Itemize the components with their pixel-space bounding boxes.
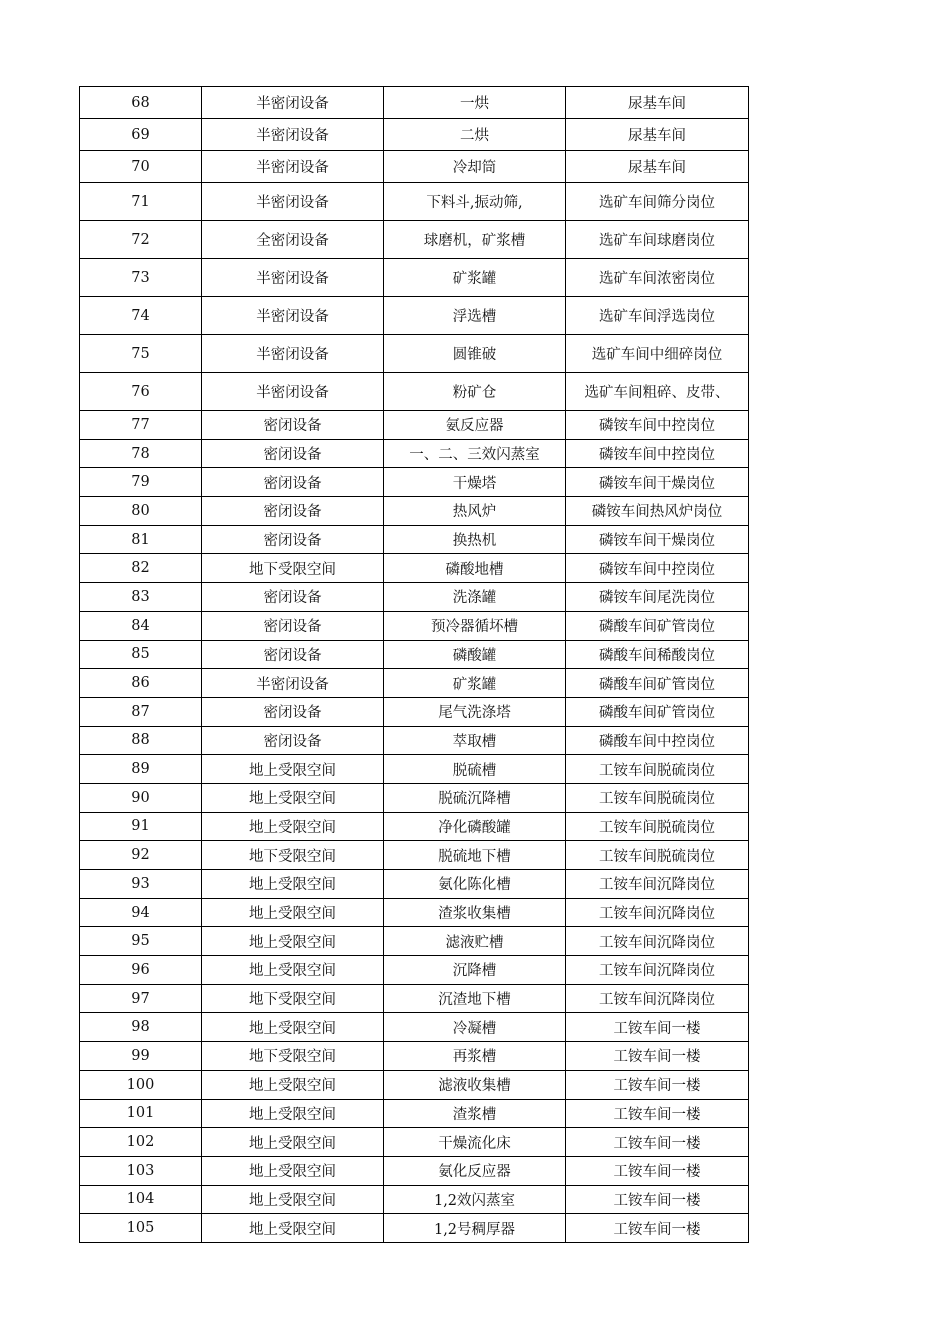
table-row xyxy=(80,927,749,956)
location-cell: 选矿车间中细碎岗位 xyxy=(566,335,749,373)
row-number-cell: 102 xyxy=(80,1128,202,1157)
location-cell: 磷铵车间热风炉岗位 xyxy=(566,497,749,526)
table-row xyxy=(80,898,749,927)
row-number-cell: 77 xyxy=(80,411,202,440)
row-number-cell: 69 xyxy=(80,119,202,151)
table-row xyxy=(80,1013,749,1042)
row-number-cell: 87 xyxy=(80,697,202,726)
space-type-cell: 地上受限空间 xyxy=(202,1185,384,1214)
space-type-cell: 地上受限空间 xyxy=(202,1099,384,1128)
equipment-name-cell: 氨化陈化槽 xyxy=(384,870,566,899)
location-cell: 选矿车间球磨岗位 xyxy=(566,221,749,259)
row-number-cell: 89 xyxy=(80,755,202,784)
equipment-name-cell: 一、二、三效闪蒸室 xyxy=(384,439,566,468)
space-type-cell: 密闭设备 xyxy=(202,468,384,497)
equipment-table xyxy=(79,86,749,1243)
table-row xyxy=(80,1185,749,1214)
row-number-cell: 71 xyxy=(80,183,202,221)
space-type-cell: 密闭设备 xyxy=(202,697,384,726)
location-cell: 工铵车间一楼 xyxy=(566,1070,749,1099)
row-number-cell: 88 xyxy=(80,726,202,755)
table-row xyxy=(80,221,749,259)
location-cell: 工铵车间脱硫岗位 xyxy=(566,812,749,841)
table-row xyxy=(80,183,749,221)
location-cell: 工铵车间脱硫岗位 xyxy=(566,755,749,784)
table-row xyxy=(80,151,749,183)
location-cell: 磷酸车间矿管岗位 xyxy=(566,669,749,698)
location-cell: 工铵车间一楼 xyxy=(566,1099,749,1128)
space-type-cell: 地上受限空间 xyxy=(202,1214,384,1243)
location-cell: 工铵车间一楼 xyxy=(566,1214,749,1243)
row-number-cell: 103 xyxy=(80,1156,202,1185)
location-cell: 工铵车间沉降岗位 xyxy=(566,956,749,985)
space-type-cell: 地上受限空间 xyxy=(202,956,384,985)
row-number-cell: 74 xyxy=(80,297,202,335)
space-type-cell: 地下受限空间 xyxy=(202,554,384,583)
location-cell: 工铵车间一楼 xyxy=(566,1042,749,1071)
table-row xyxy=(80,259,749,297)
space-type-cell: 地上受限空间 xyxy=(202,755,384,784)
equipment-name-cell: 热风炉 xyxy=(384,497,566,526)
table-row xyxy=(80,984,749,1013)
row-number-cell: 86 xyxy=(80,669,202,698)
location-cell: 磷铵车间干燥岗位 xyxy=(566,525,749,554)
space-type-cell: 密闭设备 xyxy=(202,439,384,468)
location-cell: 工铵车间沉降岗位 xyxy=(566,870,749,899)
row-number-cell: 95 xyxy=(80,927,202,956)
space-type-cell: 地下受限空间 xyxy=(202,841,384,870)
location-cell: 磷铵车间尾洗岗位 xyxy=(566,583,749,612)
space-type-cell: 地上受限空间 xyxy=(202,870,384,899)
space-type-cell: 地上受限空间 xyxy=(202,1070,384,1099)
equipment-name-cell: 一烘 xyxy=(384,87,566,119)
table-row xyxy=(80,525,749,554)
table-row xyxy=(80,669,749,698)
equipment-name-cell: 换热机 xyxy=(384,525,566,554)
equipment-name-cell: 再浆槽 xyxy=(384,1042,566,1071)
table-row xyxy=(80,812,749,841)
equipment-name-cell: 脱硫沉降槽 xyxy=(384,783,566,812)
equipment-name-cell: 矿浆罐 xyxy=(384,669,566,698)
location-cell: 磷铵车间干燥岗位 xyxy=(566,468,749,497)
location-cell: 工铵车间脱硫岗位 xyxy=(566,841,749,870)
equipment-name-cell: 渣浆收集槽 xyxy=(384,898,566,927)
space-type-cell: 半密闭设备 xyxy=(202,669,384,698)
location-cell: 磷酸车间矿管岗位 xyxy=(566,611,749,640)
row-number-cell: 93 xyxy=(80,870,202,899)
equipment-name-cell: 渣浆槽 xyxy=(384,1099,566,1128)
row-number-cell: 78 xyxy=(80,439,202,468)
equipment-name-cell: 球磨机，矿浆槽 xyxy=(384,221,566,259)
row-number-cell: 82 xyxy=(80,554,202,583)
row-number-cell: 97 xyxy=(80,984,202,1013)
row-number-cell: 80 xyxy=(80,497,202,526)
location-cell: 磷酸车间矿管岗位 xyxy=(566,697,749,726)
table-row xyxy=(80,583,749,612)
location-cell: 尿基车间 xyxy=(566,151,749,183)
row-number-cell: 92 xyxy=(80,841,202,870)
table-row xyxy=(80,554,749,583)
location-cell: 选矿车间浮选岗位 xyxy=(566,297,749,335)
table-row xyxy=(80,1156,749,1185)
space-type-cell: 半密闭设备 xyxy=(202,87,384,119)
equipment-name-cell: 浮选槽 xyxy=(384,297,566,335)
space-type-cell: 全密闭设备 xyxy=(202,221,384,259)
space-type-cell: 地上受限空间 xyxy=(202,1156,384,1185)
location-cell: 磷酸车间稀酸岗位 xyxy=(566,640,749,669)
equipment-name-cell: 沉降槽 xyxy=(384,956,566,985)
space-type-cell: 密闭设备 xyxy=(202,525,384,554)
equipment-name-cell: 干燥塔 xyxy=(384,468,566,497)
equipment-name-cell: 1,2号稠厚器 xyxy=(384,1214,566,1243)
space-type-cell: 地下受限空间 xyxy=(202,984,384,1013)
equipment-name-cell: 滤液收集槽 xyxy=(384,1070,566,1099)
space-type-cell: 密闭设备 xyxy=(202,640,384,669)
space-type-cell: 地上受限空间 xyxy=(202,898,384,927)
location-cell: 磷铵车间中控岗位 xyxy=(566,554,749,583)
row-number-cell: 99 xyxy=(80,1042,202,1071)
equipment-name-cell: 干燥流化床 xyxy=(384,1128,566,1157)
space-type-cell: 半密闭设备 xyxy=(202,183,384,221)
table-row xyxy=(80,870,749,899)
row-number-cell: 94 xyxy=(80,898,202,927)
table-row xyxy=(80,1214,749,1243)
table-row xyxy=(80,468,749,497)
table-row xyxy=(80,1042,749,1071)
space-type-cell: 地上受限空间 xyxy=(202,783,384,812)
location-cell: 磷铵车间中控岗位 xyxy=(566,411,749,440)
location-cell: 磷铵车间中控岗位 xyxy=(566,439,749,468)
equipment-name-cell: 脱硫槽 xyxy=(384,755,566,784)
equipment-name-cell: 净化磷酸罐 xyxy=(384,812,566,841)
equipment-name-cell: 冷凝槽 xyxy=(384,1013,566,1042)
row-number-cell: 72 xyxy=(80,221,202,259)
table-row xyxy=(80,373,749,411)
table-row xyxy=(80,439,749,468)
table-row xyxy=(80,119,749,151)
row-number-cell: 100 xyxy=(80,1070,202,1099)
location-cell: 工铵车间一楼 xyxy=(566,1128,749,1157)
row-number-cell: 91 xyxy=(80,812,202,841)
space-type-cell: 地上受限空间 xyxy=(202,812,384,841)
row-number-cell: 79 xyxy=(80,468,202,497)
row-number-cell: 101 xyxy=(80,1099,202,1128)
space-type-cell: 地下受限空间 xyxy=(202,1042,384,1071)
space-type-cell: 密闭设备 xyxy=(202,611,384,640)
table-row xyxy=(80,697,749,726)
space-type-cell: 半密闭设备 xyxy=(202,335,384,373)
location-cell: 工铵车间一楼 xyxy=(566,1013,749,1042)
location-cell: 磷酸车间中控岗位 xyxy=(566,726,749,755)
space-type-cell: 半密闭设备 xyxy=(202,297,384,335)
table-row xyxy=(80,956,749,985)
equipment-name-cell: 脱硫地下槽 xyxy=(384,841,566,870)
table-row xyxy=(80,87,749,119)
row-number-cell: 98 xyxy=(80,1013,202,1042)
row-number-cell: 96 xyxy=(80,956,202,985)
location-cell: 选矿车间浓密岗位 xyxy=(566,259,749,297)
table-row xyxy=(80,297,749,335)
table-row xyxy=(80,841,749,870)
row-number-cell: 90 xyxy=(80,783,202,812)
row-number-cell: 83 xyxy=(80,583,202,612)
equipment-name-cell: 预冷器循坏槽 xyxy=(384,611,566,640)
row-number-cell: 76 xyxy=(80,373,202,411)
location-cell: 尿基车间 xyxy=(566,87,749,119)
equipment-name-cell: 洗涤罐 xyxy=(384,583,566,612)
equipment-name-cell: 氨化反应器 xyxy=(384,1156,566,1185)
table-row xyxy=(80,640,749,669)
equipment-name-cell: 氨反应器 xyxy=(384,411,566,440)
space-type-cell: 地上受限空间 xyxy=(202,927,384,956)
location-cell: 工铵车间脱硫岗位 xyxy=(566,783,749,812)
row-number-cell: 70 xyxy=(80,151,202,183)
space-type-cell: 半密闭设备 xyxy=(202,259,384,297)
location-cell: 工铵车间一楼 xyxy=(566,1185,749,1214)
location-cell: 工铵车间一楼 xyxy=(566,1156,749,1185)
table-row xyxy=(80,335,749,373)
table-row xyxy=(80,411,749,440)
space-type-cell: 地上受限空间 xyxy=(202,1013,384,1042)
equipment-name-cell: 1,2效闪蒸室 xyxy=(384,1185,566,1214)
space-type-cell: 密闭设备 xyxy=(202,726,384,755)
equipment-name-cell: 萃取槽 xyxy=(384,726,566,755)
space-type-cell: 半密闭设备 xyxy=(202,151,384,183)
equipment-name-cell: 尾气洗涤塔 xyxy=(384,697,566,726)
table-row xyxy=(80,755,749,784)
equipment-name-cell: 二烘 xyxy=(384,119,566,151)
table-row xyxy=(80,1128,749,1157)
table-row xyxy=(80,1070,749,1099)
equipment-name-cell: 冷却筒 xyxy=(384,151,566,183)
row-number-cell: 104 xyxy=(80,1185,202,1214)
space-type-cell: 半密闭设备 xyxy=(202,119,384,151)
location-cell: 选矿车间粗碎、皮带、 xyxy=(566,373,749,411)
space-type-cell: 密闭设备 xyxy=(202,583,384,612)
location-cell: 尿基车间 xyxy=(566,119,749,151)
space-type-cell: 密闭设备 xyxy=(202,411,384,440)
table-row xyxy=(80,497,749,526)
equipment-name-cell: 滤液贮槽 xyxy=(384,927,566,956)
space-type-cell: 地上受限空间 xyxy=(202,1128,384,1157)
equipment-name-cell: 磷酸地槽 xyxy=(384,554,566,583)
row-number-cell: 75 xyxy=(80,335,202,373)
row-number-cell: 85 xyxy=(80,640,202,669)
equipment-name-cell: 沉渣地下槽 xyxy=(384,984,566,1013)
row-number-cell: 68 xyxy=(80,87,202,119)
table-row xyxy=(80,783,749,812)
table-row xyxy=(80,611,749,640)
table-row xyxy=(80,1099,749,1128)
row-number-cell: 73 xyxy=(80,259,202,297)
equipment-name-cell: 磷酸罐 xyxy=(384,640,566,669)
table-row xyxy=(80,726,749,755)
location-cell: 工铵车间沉降岗位 xyxy=(566,927,749,956)
row-number-cell: 105 xyxy=(80,1214,202,1243)
equipment-table-body xyxy=(80,87,749,1243)
space-type-cell: 密闭设备 xyxy=(202,497,384,526)
row-number-cell: 81 xyxy=(80,525,202,554)
location-cell: 工铵车间沉降岗位 xyxy=(566,898,749,927)
equipment-name-cell: 矿浆罐 xyxy=(384,259,566,297)
location-cell: 工铵车间沉降岗位 xyxy=(566,984,749,1013)
equipment-name-cell: 圆锥破 xyxy=(384,335,566,373)
space-type-cell: 半密闭设备 xyxy=(202,373,384,411)
location-cell: 选矿车间筛分岗位 xyxy=(566,183,749,221)
equipment-name-cell: 下料斗,振动筛, xyxy=(384,183,566,221)
row-number-cell: 84 xyxy=(80,611,202,640)
equipment-name-cell: 粉矿仓 xyxy=(384,373,566,411)
